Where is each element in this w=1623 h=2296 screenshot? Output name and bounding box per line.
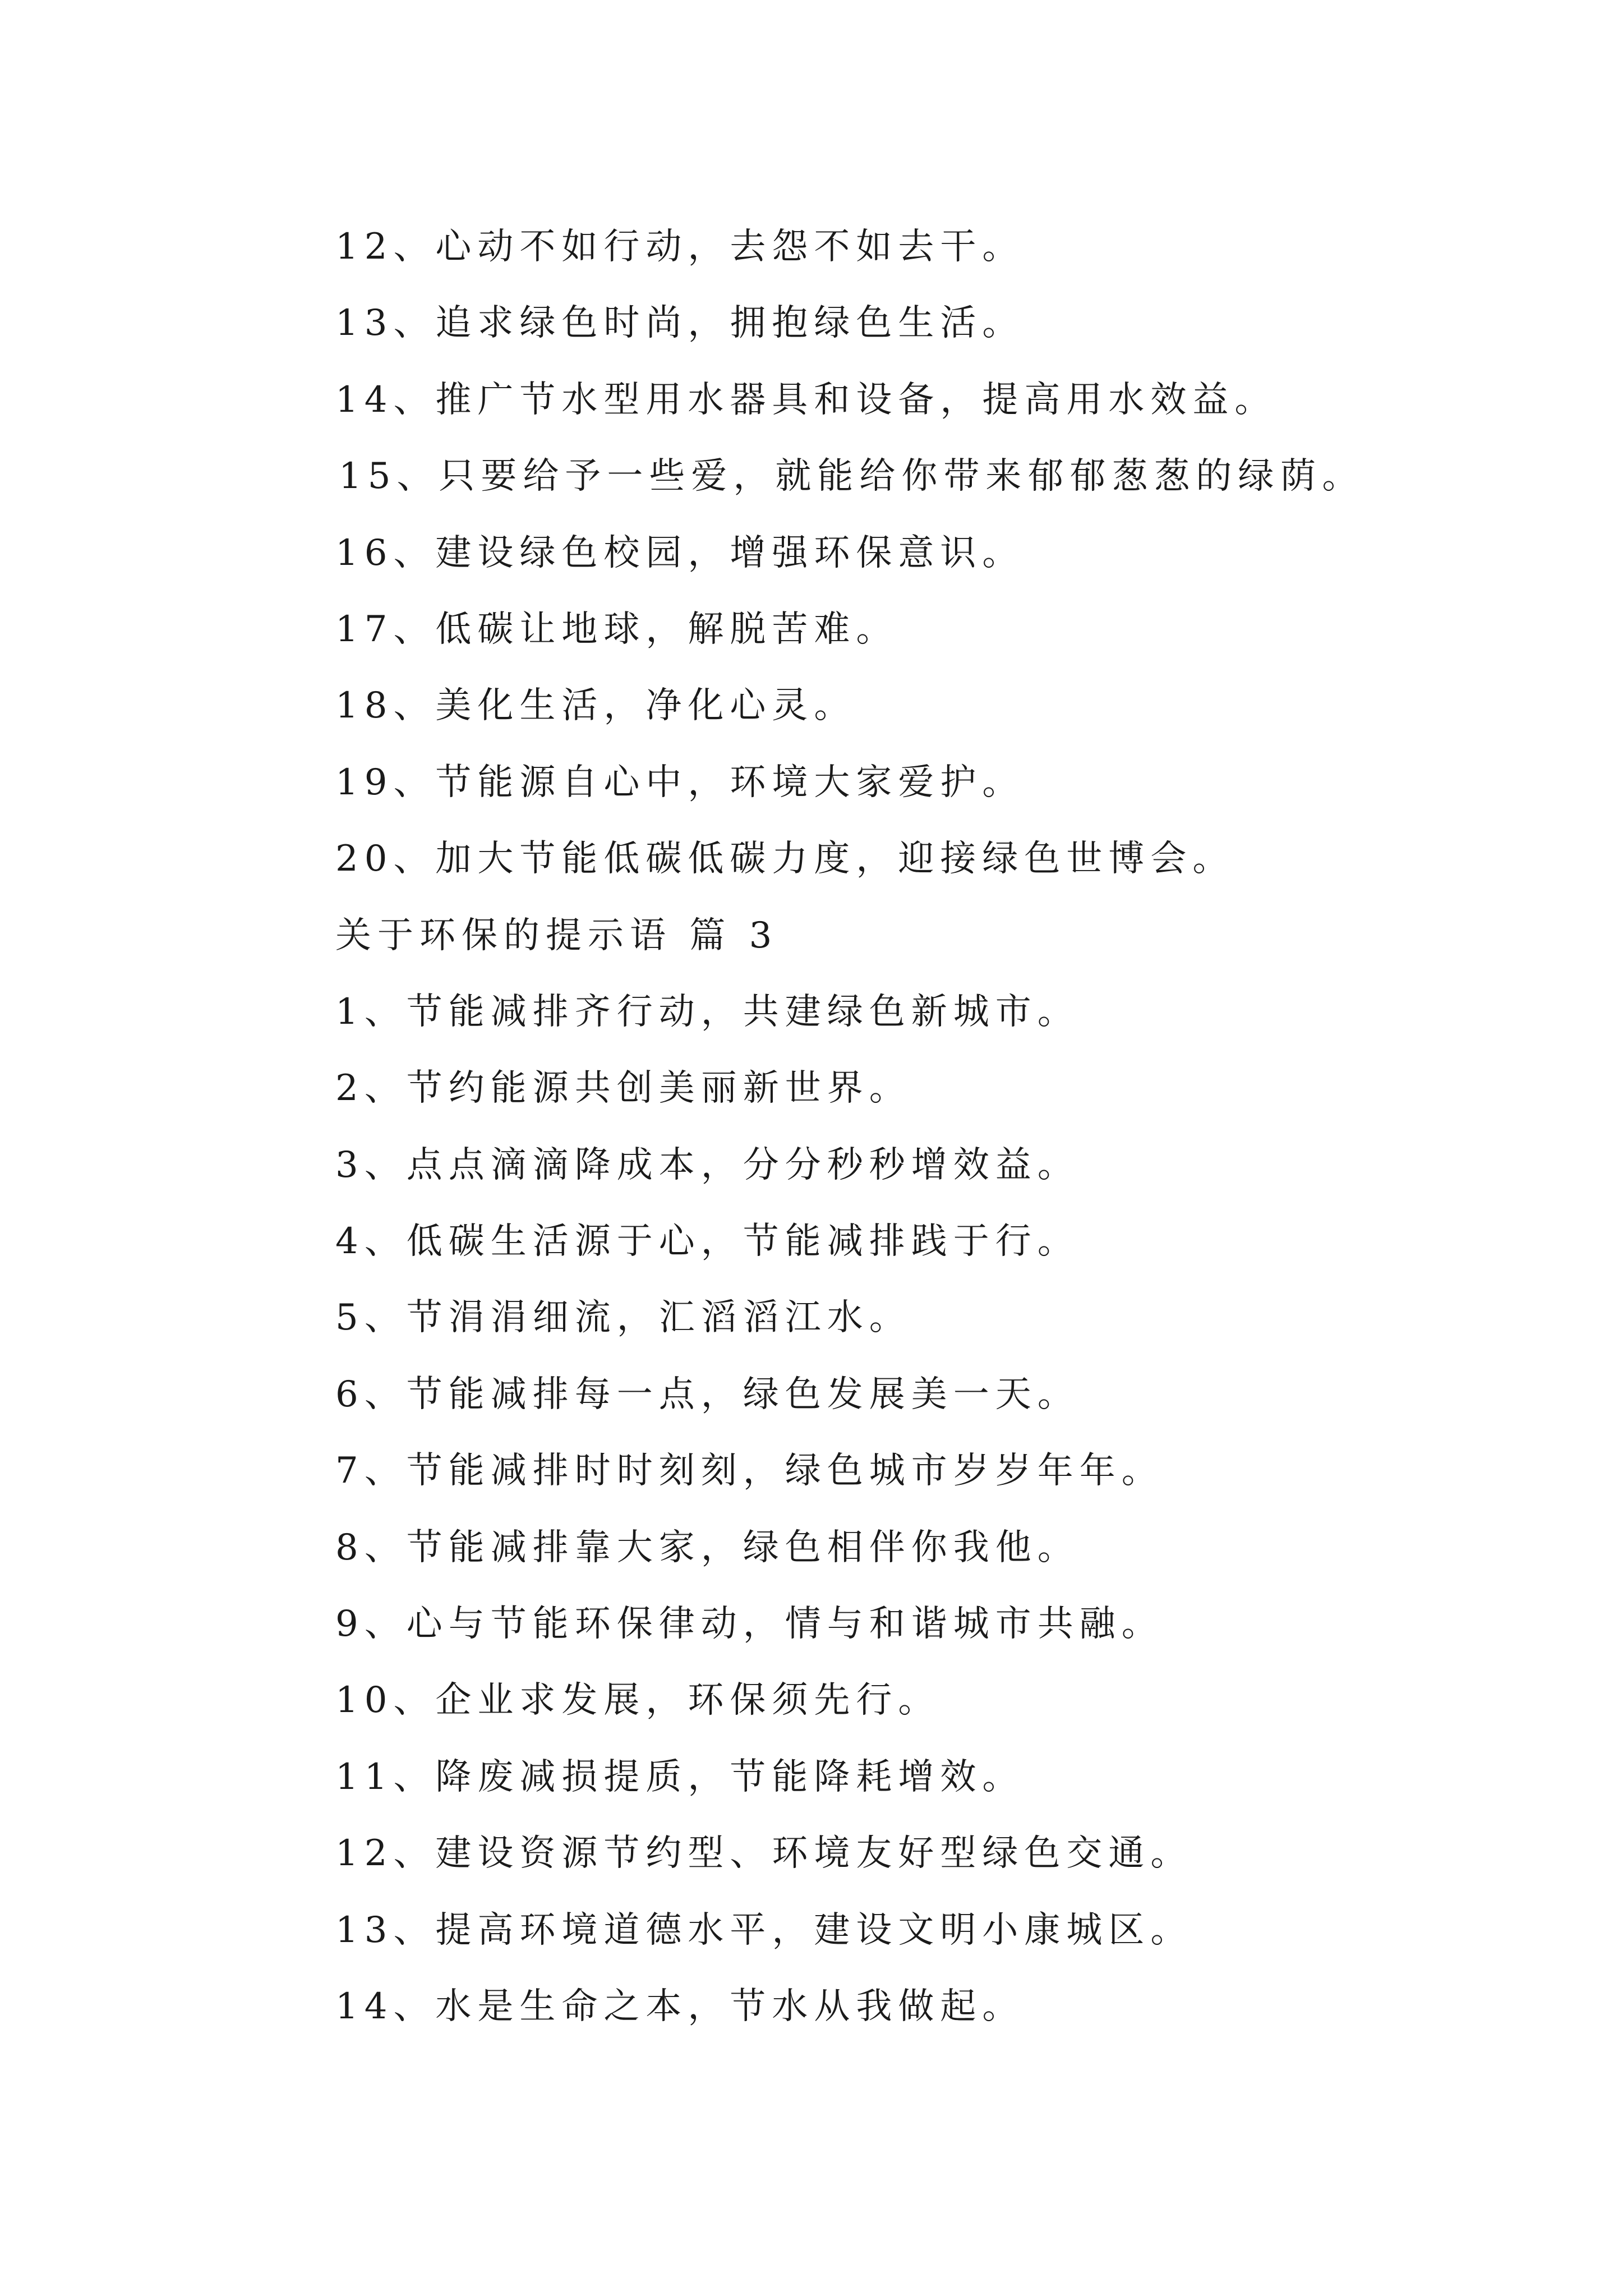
slogan-line: 9、心与节能环保律动，情与和谐城市共融。: [335, 1603, 1164, 1645]
slogan-line: 19、节能源自心中，环境大家爱护。: [335, 761, 1025, 803]
slogan-line: 1、节能减排齐行动，共建绿色新城市。: [335, 991, 1080, 1033]
slogan-line: 18、美化生活，净化心灵。: [335, 685, 856, 727]
document-body: [335, 209, 1513, 2045]
slogan-line: 8、节能减排靠大家，绿色相伴你我他。: [335, 1526, 1080, 1568]
slogan-line: 17、低碳让地球，解脱苦难。: [335, 608, 898, 650]
slogan-line: 20、加大节能低碳低碳力度，迎接绿色世博会。: [335, 838, 1235, 880]
section-heading: 关于环保的提示语 篇 3: [335, 914, 778, 956]
slogan-line: 12、建设资源节约型、环境友好型绿色交通。: [335, 1833, 1193, 1875]
slogan-line: 13、追求绿色时尚，拥抱绿色生活。: [335, 302, 1025, 344]
slogan-line: 16、建设绿色校园，增强环保意识。: [335, 532, 1025, 574]
slogan-line: 6、节能减排每一点，绿色发展美一天。: [335, 1373, 1080, 1415]
slogan-line: 3、点点滴滴降成本，分分秒秒增效益。: [335, 1144, 1080, 1186]
slogan-line: 14、推广节水型用水器具和设备，提高用水效益。: [335, 379, 1277, 421]
slogan-line: 4、低碳生活源于心，节能减排践于行。: [335, 1221, 1080, 1263]
slogan-line: 13、提高环境道德水平，建设文明小康城区。: [335, 1909, 1193, 1951]
slogan-line: 5、节涓涓细流，汇滔滔江水。: [335, 1297, 911, 1339]
slogan-line: 10、企业求发展，环保须先行。: [335, 1680, 940, 1722]
slogan-line: 11、降废减损提质，节能降耗增效。: [335, 1756, 1025, 1798]
slogan-line: 2、节约能源共创美丽新世界。: [335, 1068, 911, 1110]
slogan-line: 14、水是生命之本，节水从我做起。: [335, 1985, 1025, 2027]
slogan-line: 15、只要给予一些爱，就能给你带来郁郁葱葱的绿荫。: [339, 455, 1364, 498]
slogan-line: 12、心动不如行动，去怨不如去干。: [335, 226, 1025, 268]
slogan-line: 7、节能减排时时刻刻，绿色城市岁岁年年。: [335, 1450, 1164, 1492]
